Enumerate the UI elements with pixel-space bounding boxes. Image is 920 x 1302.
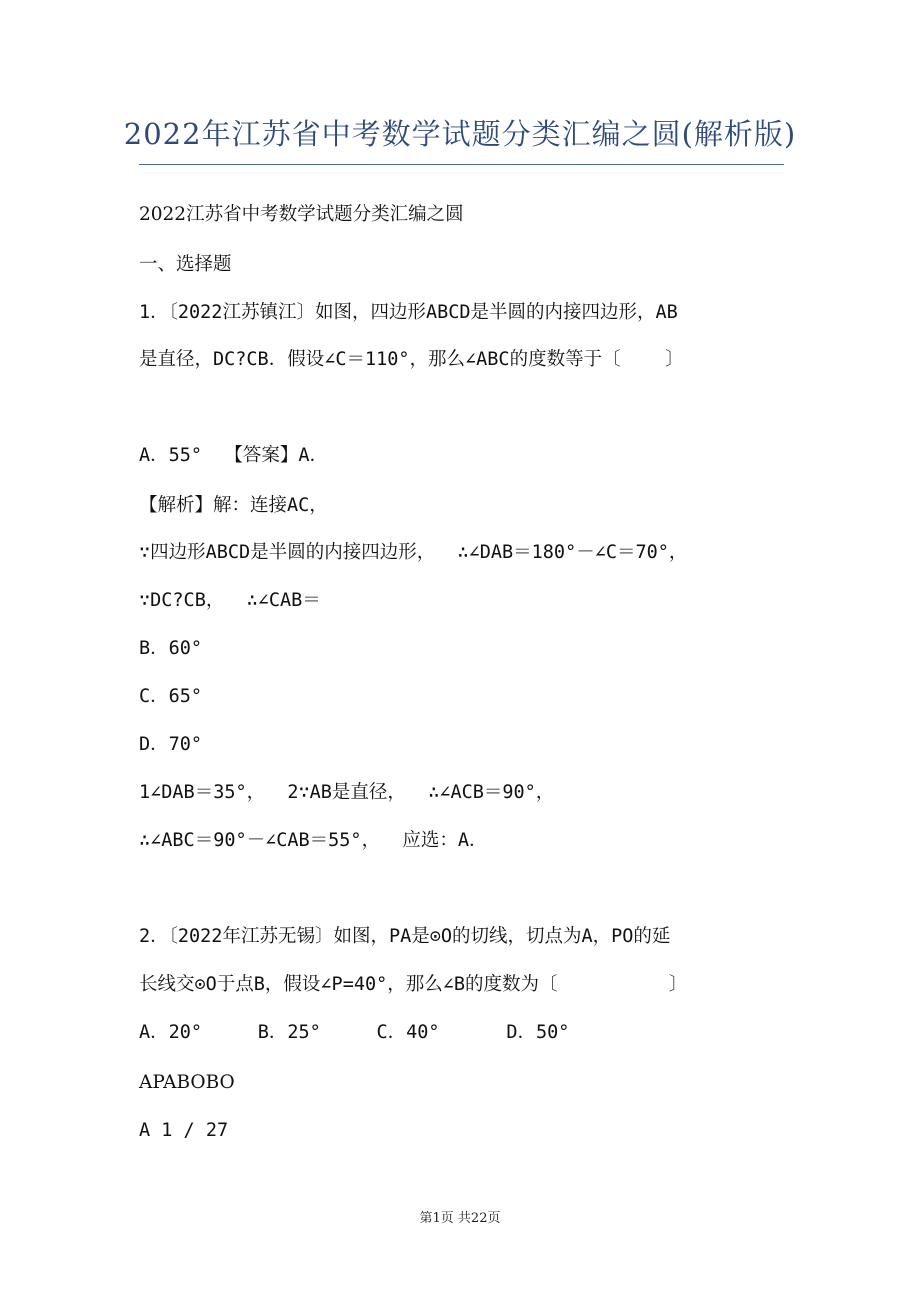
figure-labels: APABOBO (139, 1072, 235, 1093)
question-1-line-1: 1．〔2022江苏镇江〕如图，四边形ABCD是半圆的内接四边形，AB (139, 302, 678, 323)
option-d: D．70° (139, 734, 203, 755)
question-1-line-2: 是直径，DC?CB．假设∠C＝110°，那么∠ABC的度数等于〔 〕 (139, 349, 684, 370)
option-a-answer: A．55° 【答案】A． (139, 445, 328, 466)
analysis-line-1: 【解析】解：连接AC， (139, 495, 328, 516)
option-b: B．60° (139, 638, 203, 659)
question-2-options: A．20° B．25° C．40° D．50° (139, 1022, 570, 1043)
question-2-line-1: 2．〔2022年江苏无锡〕如图，PA是⊙O的切线，切点为A，PO的延 (139, 926, 671, 947)
document-title: 2022年江苏省中考数学试题分类汇编之圆(解析版) (123, 117, 797, 151)
analysis-line-5: ∴∠ABC＝90°－∠CAB＝55°， 应选：A． (139, 830, 488, 851)
page-indicator-text: A 1 / 27 (139, 1120, 229, 1141)
analysis-line-4: 1∠DAB＝35°， 2∵AB是直径， ∴∠ACB＝90°， (139, 782, 555, 803)
page-footer: 第1页 共22页 (419, 1211, 501, 1226)
title-underline (139, 164, 784, 165)
section-heading: 一、选择题 (139, 254, 232, 275)
subtitle-line: 2022江苏省中考数学试题分类汇编之圆 (139, 204, 464, 225)
analysis-line-2: ∵四边形ABCD是半圆的内接四边形， ∴∠DAB＝180°－∠C＝70°， (139, 542, 688, 563)
analysis-line-3: ∵DC?CB， ∴∠CAB＝ (139, 590, 321, 611)
question-2-line-2: 长线交⊙O于点B，假设∠P=40°，那么∠B的度数为〔 〕 (139, 974, 688, 995)
option-c: C．65° (139, 686, 203, 707)
